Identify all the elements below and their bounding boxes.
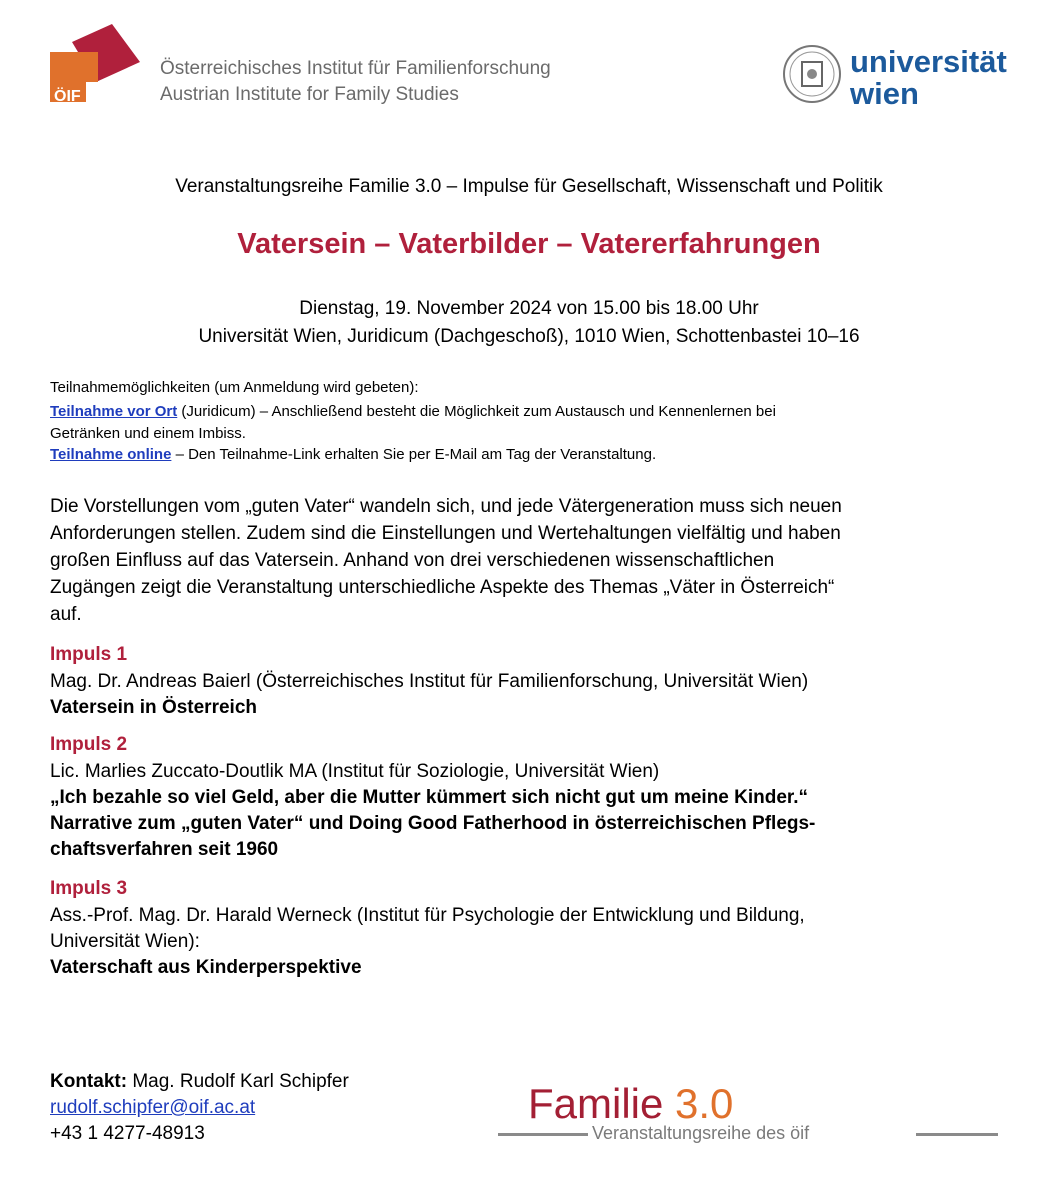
contact-phone: +43 1 4277-48913 <box>50 1123 205 1144</box>
description-line: Anforderungen stellen. Zudem sind die Einstellungen und Wertehaltungen vielfältig und haben <box>50 523 841 544</box>
description-line: auf. <box>50 604 82 625</box>
description-line: Zugängen zeigt die Veranstaltung unterschiedliche Aspekte des Themas „Väter in Österreich“ <box>50 577 835 598</box>
familie-word: Familie <box>528 1080 676 1127</box>
oif-logo-text: ÖIF <box>54 88 81 104</box>
event-date: Dienstag, 19. November 2024 von 15.00 bis 18.00 Uhr <box>299 298 759 319</box>
impuls-2-title: „Ich bezahle so viel Geld, aber die Mutter kümmert sich nicht gut um meine Kinder.“ <box>50 787 809 808</box>
online-text: – Den Teilnahme-Link erhalten Sie per E-Mail am Tag der Veranstaltung. <box>171 446 657 463</box>
contact-email-row <box>50 1095 255 1121</box>
event-venue: Universität Wien, Juridicum (Dachgeschoß), 1010 Wien, Schottenbastei 10–16 <box>198 326 860 347</box>
uni-logo-line2: wien <box>850 76 919 111</box>
contact-email-link[interactable]: rudolf.schipfer@oif.ac.at <box>50 1097 256 1118</box>
impuls-2-title: Narrative zum „guten Vater“ und Doing Good Fatherhood in österreichischen Pflegs- <box>50 813 816 834</box>
participation-onsite <box>50 402 776 422</box>
contact-name <box>50 1069 349 1095</box>
participation-intro: Teilnahmemöglichkeiten (um Anmeldung wird gebeten): <box>50 379 419 396</box>
impuls-1-speaker: Mag. Dr. Andreas Baierl (Österreichisches Institut für Familienforschung, Universität Wien) <box>50 671 809 692</box>
impuls-3-speaker: Universität Wien): <box>50 931 200 952</box>
contact-person: Mag. Rudolf Karl Schipfer <box>127 1071 349 1092</box>
impuls-2-speaker: Lic. Marlies Zuccato-Doutlik MA (Institut für Soziologie, Universität Wien) <box>50 761 660 782</box>
participation-online <box>50 445 656 465</box>
familie-subtitle: Veranstaltungsreihe des öif <box>592 1123 810 1143</box>
familie-number: 3.0 <box>675 1080 734 1127</box>
online-link[interactable]: Teilnahme online <box>50 446 172 463</box>
uni-logo-line1: universität <box>850 44 1007 79</box>
impuls-2-heading: Impuls 2 <box>50 734 128 755</box>
onsite-text: (Juridicum) – Anschließend besteht die Möglichkeit zum Austausch und Kennenlernen bei <box>177 403 776 420</box>
impuls-3-speaker: Ass.-Prof. Mag. Dr. Harald Werneck (Institut für Psychologie der Entwicklung und Bildung, <box>50 905 805 926</box>
impuls-2-title: chaftsverfahren seit 1960 <box>50 839 279 860</box>
event-title: Vatersein – Vaterbilder – Vatererfahrungen <box>237 228 821 260</box>
impuls-3-heading: Impuls 3 <box>50 878 128 899</box>
oif-name-german: Österreichisches Institut für Familienforschung <box>160 58 551 79</box>
impuls-1-title: Vatersein in Österreich <box>50 697 257 718</box>
onsite-link[interactable]: Teilnahme vor Ort <box>50 403 178 420</box>
contact-label: Kontakt: <box>50 1071 128 1092</box>
university-seal-icon <box>784 46 840 102</box>
event-series: Veranstaltungsreihe Familie 3.0 – Impulse für Gesellschaft, Wissenschaft und Politik <box>175 176 883 197</box>
impuls-1-heading: Impuls 1 <box>50 644 128 665</box>
universitaet-wien-logo <box>782 36 1008 116</box>
familie-3-0-logo <box>498 1076 1008 1146</box>
participation-onsite-cont: Getränken und einem Imbiss. <box>50 425 246 442</box>
oif-name-english: Austrian Institute for Family Studies <box>160 84 459 105</box>
description-line: großen Einfluss auf das Vatersein. Anhand von drei verschiedenen wissenschaftlichen <box>50 550 775 571</box>
oif-logo <box>50 24 140 104</box>
impuls-3-title: Vaterschaft aus Kinderperspektive <box>50 957 362 978</box>
description-line: Die Vorstellungen vom „guten Vater“ wandeln sich, und jede Vätergeneration muss sich neuen <box>50 496 842 517</box>
svg-text:Familie 3.0 <box>528 1080 733 1127</box>
